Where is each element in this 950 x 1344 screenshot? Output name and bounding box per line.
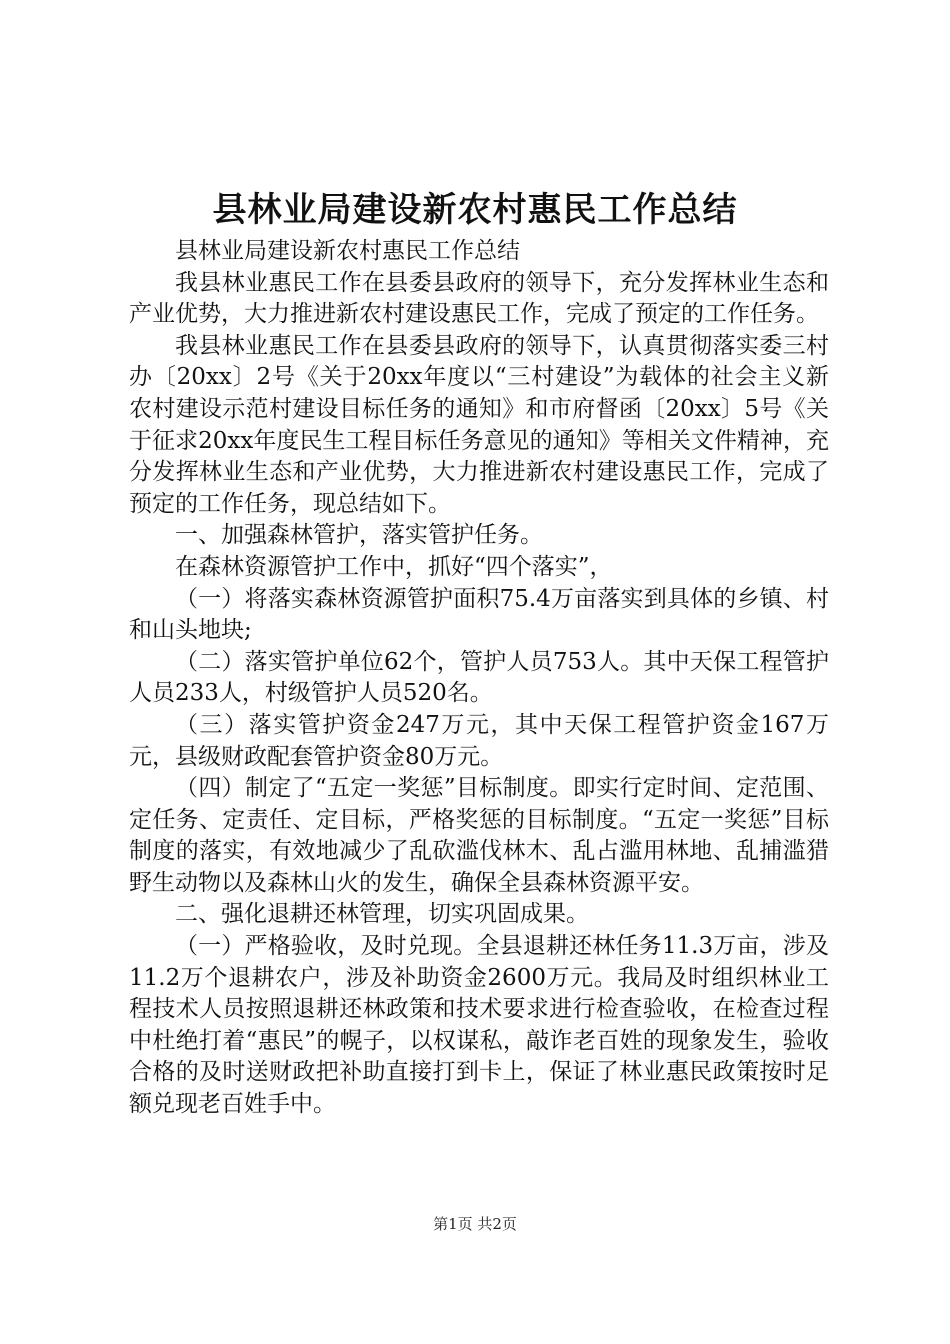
section-heading: 一、加强森林管护，落实管护任务。 [175,522,543,549]
list-item: （四）制定了“五定一奖惩”目标制度。即实行定时间、定范围、定任务、定责任、定目标，严格奖惩的目标制度。“五定一奖惩”目标制度的落实，有效地减少了乱砍滥伐林木、乱占滥用林地、乱捕滥猎野生动物以及森林山火的发生，确保全县森林资源平安。 [129,775,829,896]
section-heading: 二、强化退耕还林管理，切实巩固成果。 [175,901,589,928]
paragraph: 我县林业惠民工作在县委县政府的领导下，认真贯彻落实委三村办〔20xx〕2号《关于20xx年度以“三村建设”为载体的社会主义新农村建设示范村建设目标任务的通知》和市府督函〔20xx〕5号《关于征求20xx年度民生工程目标任务意见的通知》等相关文件精神，充分发挥林业生态和产业优势，大力推进新农村建设惠民工作，完成了预定的工作任务，现总结如下。 [129,332,829,517]
list-item: （一）将落实森林资源管护面积75.4万亩落实到具体的乡镇、村和山头地块; [129,585,829,644]
paragraph: 我县林业惠民工作在县委县政府的领导下，充分发挥林业生态和产业优势，大力推进新农村建设惠民工作，完成了预定的工作任务。 [129,269,829,328]
list-item: （二）落实管护单位62个，管护人员753人。其中天保工程管护人员233人，村级管护人员520名。 [129,648,829,707]
document-title: 县林业局建设新农村惠民工作总结 [212,190,738,230]
page-footer: 第1页 共2页 [433,1215,517,1233]
paragraph: 在森林资源管护工作中，抓好“四个落实”， [175,553,613,580]
list-item: （一）严格验收，及时兑现。全县退耕还林任务11.3万亩，涉及11.2万个退耕农户，涉及补助资金2600万元。我局及时组织林业工程技术人员按照退耕还林政策和技术要求进行检查验收，在检查过程中杜绝打着“惠民”的幌子，以权谋私，敲诈老百姓的现象发生，验收合格的及时送财政把补助直接打到卡上，保证了林业惠民政策按时足额兑现老百姓手中。 [129,933,829,1118]
document-body [129,236,829,1121]
list-item: （三）落实管护资金247万元，其中天保工程管护资金167万元，县级财政配套管护资金80万元。 [129,711,829,770]
paragraph: 县林业局建设新农村惠民工作总结 [175,238,520,264]
